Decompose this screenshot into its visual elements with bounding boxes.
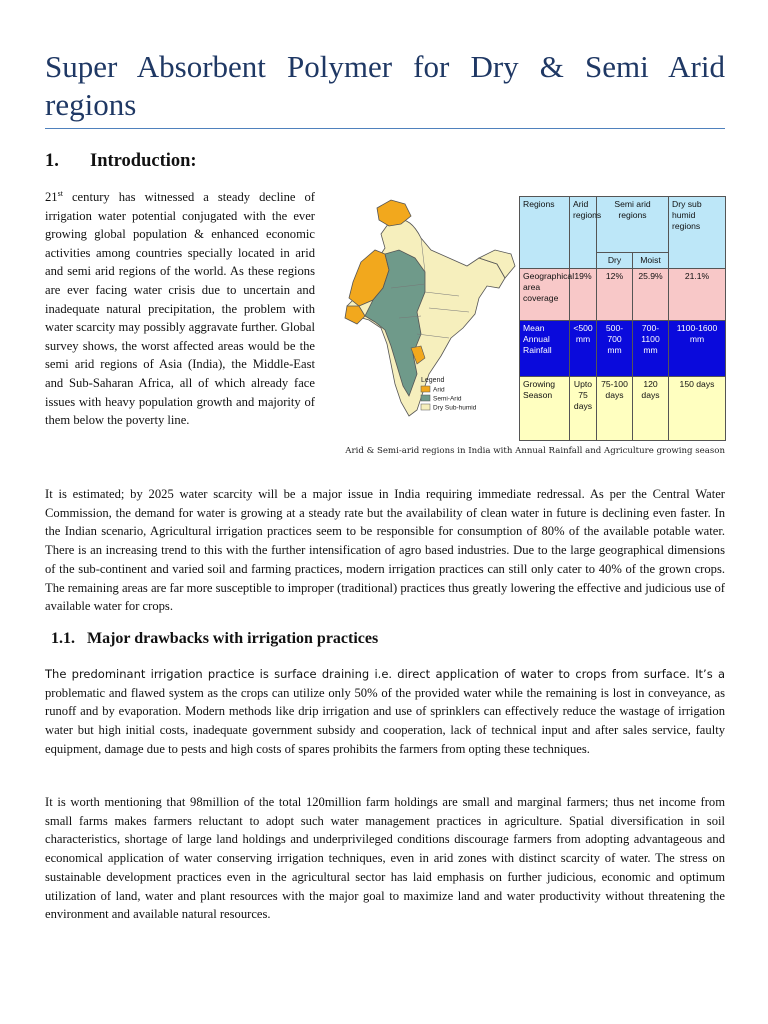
paragraph-farm-holdings: It is worth mentioning that 98million of the total 120million farm holdings are small and marginal farmers; thus net income from small farms makes farmers reluctant to adopt such water management practices in agriculture. Spatial diversification in soil characteristics, shortage of large land holdings and underprivileged conditions discourage farmers from adopting advantageous and economical application of water conserving irrigation techniques, even in arid zones with distinct scarcity of water. The stress on sustainable development practices even in the agricultural sector has laid emphasis on further judicious, economic and optimum utilization of land, water and plant resources with the major goal to maximize land and water productivity without threatening the environment and available natural resources.: [45, 795, 725, 922]
legend-swatch: [421, 395, 430, 401]
legend-label: Arid: [433, 386, 445, 394]
intro-text: century has witnessed a steady decline of irrigation water potential conjugated with the ever growing global population & enhanced economic activities among countries specially located in arid and semi arid regions of the world. As these regions are ever facing water crisis due to uncertain and inadequate natural precipitation, the problem with water scarcity may possibly aggravate further. Global survey shows, the worst affected areas would be the semi arid regions of Asia (India), the Middle-East and Sub-Saharan Africa, all of which already face issues with heavy population growth and majority of them below the poverty line.: [45, 190, 315, 428]
table-cell: 25.9%: [633, 269, 669, 321]
header-arid: Arid regions: [570, 197, 597, 269]
row-label: Geographical area coverage: [520, 269, 570, 321]
table-row: [520, 321, 726, 377]
paragraph-drawbacks: [45, 665, 725, 759]
regions-table: [519, 196, 726, 441]
header-dry-sub-humid: Dry sub humid regions: [669, 197, 726, 269]
section-number: 1.: [45, 151, 59, 171]
table-cell: 12%: [597, 269, 633, 321]
legend-swatch: [421, 404, 430, 410]
map-legend-title: Legend: [421, 377, 445, 384]
figure-caption: Arid & Semi-arid regions in India with Annual Rainfall and Agriculture growing season: [345, 446, 725, 456]
subsection-number: 1.1.: [51, 630, 75, 647]
table-cell: 21.1%: [669, 269, 726, 321]
section-title: Introduction:: [90, 151, 197, 171]
subsection-title: Major drawbacks with irrigation practices: [87, 630, 379, 647]
paragraph-water-scarcity: It is estimated; by 2025 water scarcity will be a major issue in India requiring immediate redressal. As per the Central Water Commission, the demand for water is growing at a steady rate but the availability of clean water in future is declining even faster. In the Indian scenario, Agricultural irrigation practices seem to be responsible for consumption of 80% of the available potable water. There is an increasing trend to this with the further intensification of agro based industries. Due to the large geographical dimensions of the sub-continent and varied soil and farming practices, modern irrigation practices can still only cater to 40% of the grown crops. The remaining areas are far more susceptible to improper (traditional) practices thus greatly lowering the effective and judicious use of available water for crops.: [45, 487, 725, 614]
table-row: [520, 377, 726, 441]
paragraph-drawbacks-lead: The predominant irrigation practice is surface draining i.e. direct application of water to crops from surface. It’s a: [45, 667, 725, 681]
legend-label: Dry Sub-humid: [433, 404, 477, 412]
header-moist: Moist: [633, 253, 669, 269]
map-legend: [421, 386, 477, 412]
table-header-row: [520, 197, 726, 253]
table-row: [520, 269, 726, 321]
table-cell: 500-700 mm: [597, 321, 633, 377]
title-underline: [45, 128, 725, 129]
header-dry: Dry: [597, 253, 633, 269]
table-cell: 700-1100 mm: [633, 321, 669, 377]
regions-figure: [329, 188, 725, 458]
header-semi-arid: Semi arid regions: [597, 197, 669, 253]
intro-paragraph: [45, 188, 315, 430]
india-regions-map: [329, 188, 519, 428]
table-cell: <500 mm: [570, 321, 597, 377]
table-cell: 120 days: [633, 377, 669, 441]
section-heading-introduction: [45, 151, 197, 172]
paragraph-drawbacks-rest: problematic and flawed system as the crops can utilize only 50% of the provided water while the remaining is lost in conveyance, as runoff and by evaporation. Modern methods like drip irrigation and use of sprinklers can effectively reduce the wastage of irrigation water but high initial costs, inadequate government subsidy and cooperation, lack of technical input and after sales service, faulty equipment, damage due to pests and high costs of spares prohibits the farmers from opting these techniques.: [45, 685, 725, 756]
table-cell: Upto 75 days: [570, 377, 597, 441]
table-cell: 150 days: [669, 377, 726, 441]
century-superscript: st: [57, 188, 63, 198]
table-cell: 19%: [570, 269, 597, 321]
header-regions: Regions: [520, 197, 570, 269]
section-heading-drawbacks: [51, 630, 378, 648]
legend-label: Semi-Arid: [433, 395, 462, 403]
legend-swatch: [421, 386, 430, 392]
century-number: 21: [45, 190, 58, 204]
page-title: Super Absorbent Polymer for Dry & Semi Arid regions: [45, 49, 725, 122]
table-cell: 1100-1600 mm: [669, 321, 726, 377]
row-label: Growing Season: [520, 377, 570, 441]
row-label: Mean Annual Rainfall: [520, 321, 570, 377]
table-cell: 75-100 days: [597, 377, 633, 441]
